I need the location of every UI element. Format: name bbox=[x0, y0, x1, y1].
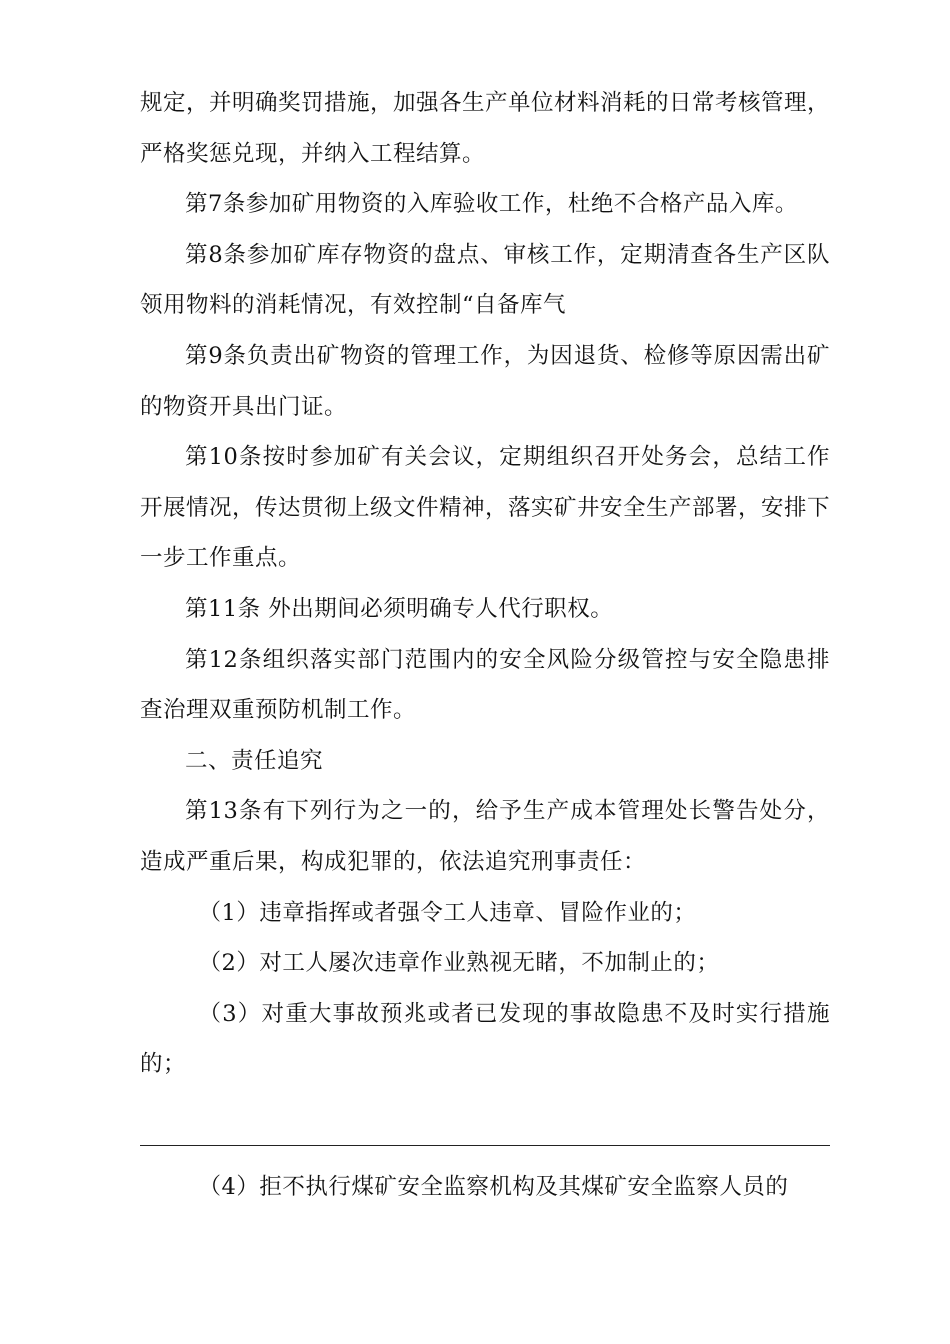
clause-2: （2）对工人屡次违章作业熟视无睹，不加制止的； bbox=[198, 950, 720, 977]
article-12: 第12条组织落实部门范围内的安全风险分级管控与安全隐患排查治理双重预防机制工作。 bbox=[140, 646, 830, 724]
horizontal-rule bbox=[140, 1145, 830, 1146]
article-10: 第10条按时参加矿有关会议，定期组织召开处务会，总结工作开展情况，传达贯彻上级文件精神，落实矿井安全生产部署，安排下一步工作重点。 bbox=[140, 444, 831, 572]
article-13: 第13条有下列行为之一的，给予生产成本管理处长警告处分，造成严重后果，构成犯罪的，依法追究刑事责任： bbox=[140, 798, 830, 875]
clause-3: （3）对重大事故预兆或者已发现的事故隐患不及时实行措施的； bbox=[140, 1000, 830, 1078]
article-11: 第11条 外出期间必须明确专人代行职权。 bbox=[185, 595, 614, 622]
document-continuation bbox=[140, 1162, 830, 1213]
article-9: 第9条负责出矿物资的管理工作，为因退货、检修等原因需出矿的物资开具出门证。 bbox=[140, 342, 830, 420]
paragraph-continuation: 规定，并明确奖罚措施，加强各生产单位材料消耗的日常考核管理，严格奖惩兑现，并纳入工程结算。 bbox=[140, 90, 831, 167]
document-body bbox=[140, 78, 830, 1090]
article-8: 第8条参加矿库存物资的盘点、审核工作，定期清查各生产区队领用物料的消耗情况，有效控制“自备库气 bbox=[140, 241, 830, 319]
clause-4: （4）拒不执行煤矿安全监察机构及其煤矿安全监察人员的 bbox=[198, 1174, 789, 1200]
article-7: 第7条参加矿用物资的入库验收工作，杜绝不合格产品入库。 bbox=[185, 191, 798, 218]
clause-1: （1）违章指挥或者强令工人违章、冒险作业的； bbox=[198, 899, 697, 926]
section-heading-responsibility: 二、责任追究 bbox=[185, 747, 324, 774]
